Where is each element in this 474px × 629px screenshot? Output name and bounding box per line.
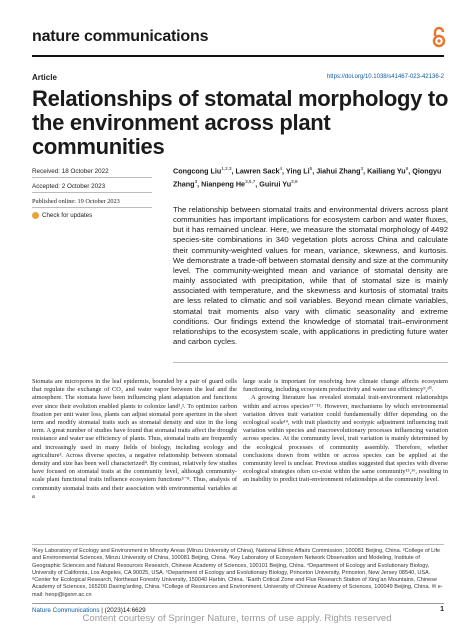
body-column-right	[243, 378, 448, 485]
abstract: The relationship between stomatal traits and environmental drivers across plant communities has important implications for ecosystem carbon and water fluxes, but it has remained unclear. Here, we measure the stomatal morphology of 4492 species-site combinations in 340 vegetation plots across China and calculate their community-weighted values for mean, variance, skewness, and kurtosis. We demonstrate a trade-off between stomatal density and size at the community level. The community-weighted mean and variance of stomatal density are mainly associated with precipitation, while that of stomatal size is mainly associated with temperature, and the skewness and kurtosis of stomatal traits are less related to climatic and soil variables. Beyond mean climate variables, stomatal trait moments also vary with climatic seasonality and extreme conditions. Our findings extend the knowledge of stomatal trait–environment relationships to the ecosystem scale, with applications in predicting future water and carbon cycles.	[173, 205, 448, 347]
author-name[interactable]: Guirui Yu	[259, 179, 292, 189]
check-updates-icon	[32, 212, 39, 219]
author-affiliation-ref: 4	[279, 166, 283, 171]
author-name[interactable]: Lawren Sack	[235, 166, 280, 176]
footer-rule	[32, 603, 444, 604]
author-affiliation-ref: 1,2,3	[221, 166, 232, 171]
footer-volume: | (2023)14:6629	[101, 607, 146, 614]
meta-divider	[32, 192, 152, 193]
article-title: Relationships of stomatal morphology to the environment across plant communities	[32, 86, 449, 159]
accepted-date: Accepted: 2 October 2023	[32, 183, 106, 190]
author-affiliation-ref: 6	[405, 166, 409, 171]
header-rule	[32, 55, 444, 57]
page-number: 1	[440, 606, 444, 613]
footer-journal-link[interactable]: Nature Communications	[32, 607, 100, 614]
body-paragraph: Stomata are micropores in the leaf epidermis, bounded by a pair of guard cells that regulate the exchange of CO₂ and water vapor between the leaf and the atmosphere. The stomata have been influencing plant adaptation and functions ever since their evolution enabled plants to colonize land¹,². To optimize carbon fixation per unit water loss, plants can adjust stomatal pore aperture in the short term and modify stomatal traits such as stomatal density and size in the long term. A great number of studies have found that stomatal traits affect the drought resistance and water use efficiency of plants. Thus, stomatal traits are frequently and increasingly used in many fields of biology, including ecology and agriculture³. Across diverse species, a negative relationship between stomatal density and size has been well characterized⁴. By contrast, relatively few studies have focused on stomatal traits at the community level, although community-scale plant functional traits influence ecosystem functions⁵⁻⁸. Thus, analysis of community stomatal traits and their association with environmental variables at a	[32, 378, 237, 500]
author-name[interactable]: Kailiang Yu	[367, 166, 406, 176]
author-affiliation-ref: 3,6,7	[245, 178, 256, 184]
author-affiliation-ref: 3,8	[291, 178, 298, 184]
meta-divider	[32, 207, 152, 208]
abstract-divider	[173, 362, 448, 363]
doi-link[interactable]: https://doi.org/10.1038/s41467-023-42136-2	[326, 74, 444, 80]
courtesy-watermark: Content courtesy of Springer Nature, terms of use apply. Rights reserved	[82, 613, 392, 624]
author-affiliation-ref: 3	[194, 178, 198, 184]
check-updates-label: Check for updates	[42, 212, 93, 219]
author-name[interactable]: Ying Li	[285, 166, 310, 176]
received-date: Received: 18 October 2022	[32, 168, 109, 175]
author-affiliation-ref: 3	[360, 166, 364, 171]
open-access-icon	[431, 26, 447, 48]
body-paragraph: A growing literature has revealed stomatal trait-environment relationships within and across species¹¹⁻¹³. However, mechanisms by which environmental variation drives trait variation could fundamentally differ depending on the ecological scale¹⁴, with trait plasticity and ecotypic adjustment influencing trait variation within species and macroevolutionary processes influencing variation across species. At the community level, trait variation is mainly determined by the ecological processes of community assembly. Therefore, whether conclusions drawn from within or across species can be applied at the community level is unclear. Previous studies suggested that species with diverse ecological strategies often co-exist within the same community¹⁵,¹⁶, resulting in an inability to predict trait-environment relationships at the community level.	[243, 394, 448, 484]
author-affiliation-ref: 5	[309, 166, 313, 171]
author-name[interactable]: Nianpeng He	[201, 179, 246, 189]
affiliations: ¹Key Laboratory of Ecology and Environment in Minority Areas (Minzu University of China), National Ethnic Affairs Commission, 100081 Beijing, China. ²College of Life and Environmental Sciences, Minzu University of China, 100081 Beijing, China. ³Key Laboratory of Ecosystem Network Observation and Modeling, Institute of Geographic Sciences and Natural Resources Research, Chinese Academy of Sciences, 100101 Beijing, China. ⁴Department of Ecology and Evolutionary Biology, University of California, Los Angeles, CA 90025, USA. ⁵Department of Ecology and Evolutionary Biology, Princeton University, Princeton, New Jersey 08540, USA. ⁶Center for Ecological Research, Northeast Forestry University, 150040 Harbin, China. ⁷Earth Critical Zone and Flux Research Station of Xing'an Mountains, Chinese Academy of Sciences, 165200 Daxing'anling, China. ⁸College of Resources and Environment, University of Chinese Academy of Sciences, 100049 Beijing, China. ✉ e-mail: henp@igsnrr.ac.cn	[32, 548, 443, 598]
body-paragraph: large scale is important for resolving how climate change affects ecosystem functioning, including ecosystem productivity and water use efficiency⁹,¹⁰.	[243, 378, 448, 394]
published-date: Published online: 19 October 2023	[32, 198, 120, 205]
meta-divider	[32, 177, 152, 178]
article-type-label: Article	[32, 73, 57, 82]
author-name[interactable]: Qiongyu Zhang	[173, 166, 442, 189]
journal-name: nature communications	[32, 28, 209, 45]
check-updates-button[interactable]	[32, 212, 92, 219]
body-column-left	[32, 378, 237, 501]
author-name[interactable]: Jiahui Zhang	[316, 166, 361, 176]
author-name[interactable]: Congcong Liu	[173, 166, 222, 176]
author-list: Congcong Liu$^{1,2,3}$, Lawren Sack$^4$, Ying Li$^5$, Jiahui Zhang$^3$, Kailiang Yu$^6$, Qiongyu Zhang$^3$, Nianpeng He$^{3,6,7}$, Guirui Yu$^{3,8}$	[173, 166, 442, 189]
footnote-divider	[32, 544, 444, 545]
